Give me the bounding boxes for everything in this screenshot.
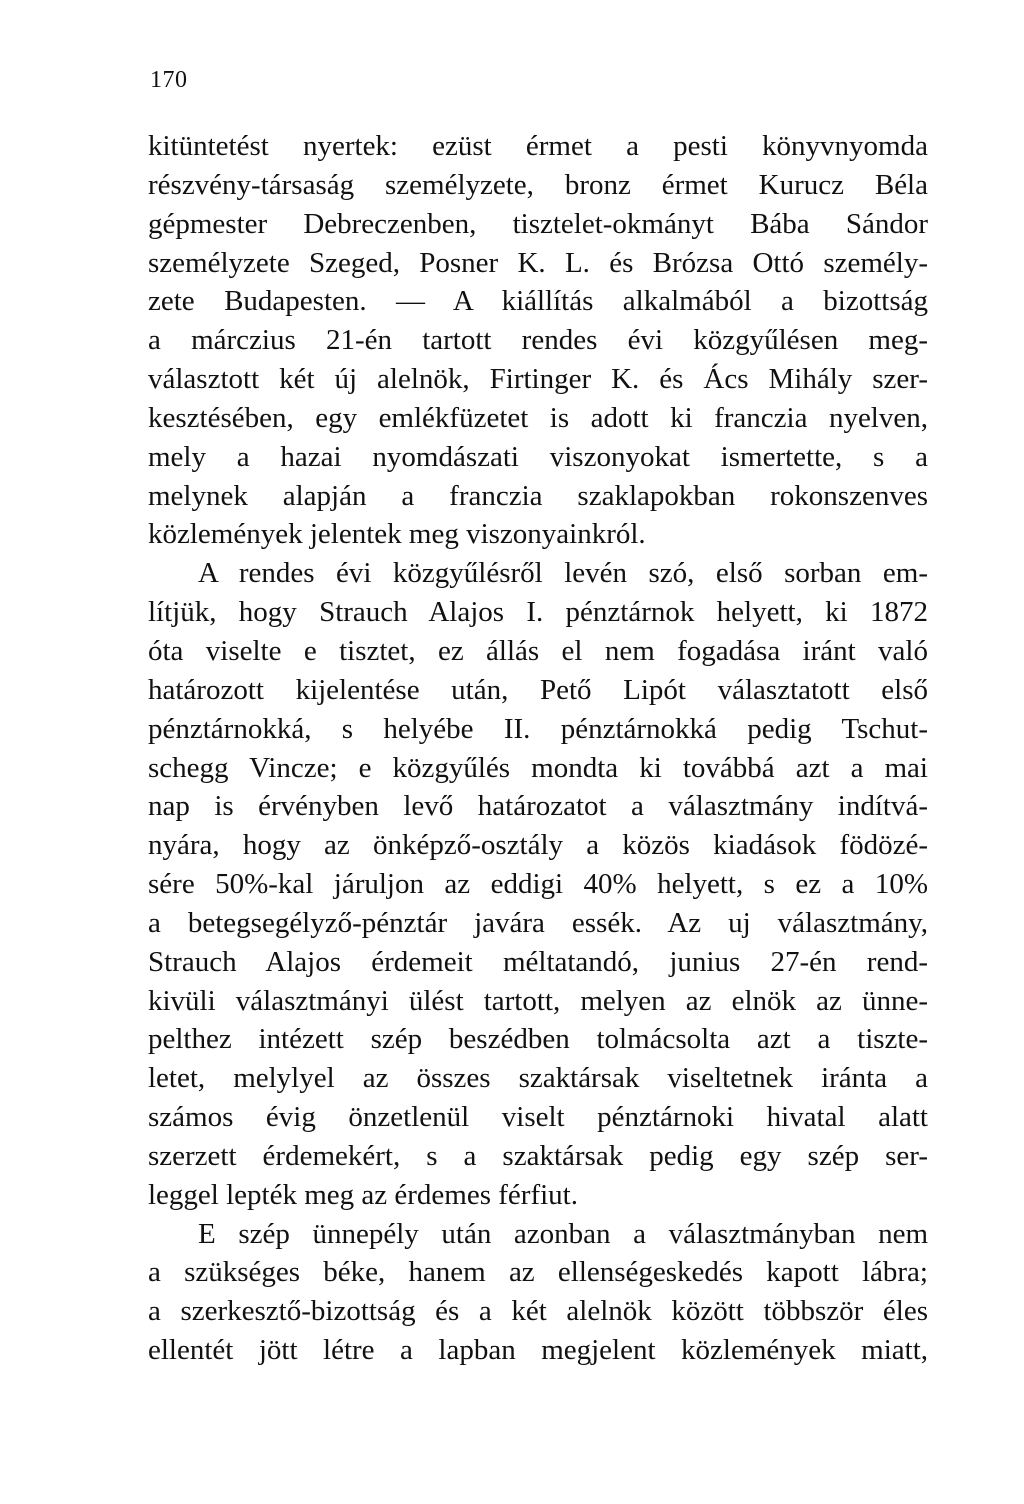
text-line: leggel lepték meg az érdemes férfiut. — [148, 1178, 578, 1211]
text-line: kivüli választmányi ülést tartott, melyen az elnök az ünne- — [148, 984, 928, 1017]
page-number: 170 — [150, 67, 188, 93]
text-line: pelthez intézett szép beszédben tolmácsolta azt a tiszte- — [148, 1023, 928, 1056]
text-line: kitüntetést nyertek: ezüst érmet a pesti könyvnyomda — [148, 130, 928, 162]
text-line: Strauch Alajos érdemeit méltatandó, junius 27-én rend- — [148, 945, 928, 978]
text-line: számos évig önzetlenül viselt pénztárnoki hivatal alatt — [148, 1101, 928, 1134]
text-line: pénztárnokká, s helyébe II. pénztárnokká pedig Tschut- — [148, 712, 928, 745]
text-line: óta viselte e tisztet, ez állás el nem fogadása iránt való — [148, 634, 928, 667]
text-line: a márczius 21-én tartott rendes évi közgyűlésen meg- — [148, 324, 928, 357]
text-line: schegg Vincze; e közgyűlés mondta ki továbbá azt a mai — [148, 751, 928, 784]
body-text — [148, 127, 928, 1370]
text-line: sére 50%-kal járuljon az eddigi 40% helyett, s ez a 10% — [148, 868, 928, 901]
text-line: a szerkesztő-bizottság és a két alelnök között többször éles — [148, 1295, 928, 1328]
text-line: nyára, hogy az önképző-osztály a közös kiadások födözé- — [148, 829, 928, 862]
text-line: gépmester Debreczenben, tisztelet-okmányt Bába Sándor — [148, 207, 928, 240]
text-line: melynek alapján a franczia szaklapokban rokonszenves — [148, 479, 928, 512]
text-line: személyzete Szeged, Posner K. L. és Brózsa Ottó személy- — [148, 246, 928, 279]
text-line: kesztésében, egy emlékfüzetet is adott ki franczia nyelven, — [148, 401, 928, 434]
text-line: ellentét jött létre a lapban megjelent közlemények miatt, — [148, 1334, 928, 1367]
text-line: határozott kijelentése után, Pető Lipót választatott első — [148, 673, 928, 706]
text-line: zete Budapesten. — A kiállítás alkalmából a bizottság — [148, 285, 928, 318]
text-line: mely a hazai nyomdászati viszonyokat ismertette, s a — [148, 440, 928, 473]
text-line: nap is érvényben levő határozatot a választmány indítvá- — [148, 790, 928, 823]
text-line: A rendes évi közgyűlésről levén szó, első sorban em- — [198, 557, 928, 590]
text-line: közlemények jelentek meg viszonyainkról. — [148, 518, 646, 551]
text-line: a betegsegélyző-pénztár javára essék. Az uj választmány, — [148, 906, 928, 939]
text-line: letet, melylyel az összes szaktársak viseltetnek iránta a — [148, 1062, 928, 1095]
text-line: E szép ünnepély után azonban a választmányban nem — [198, 1217, 928, 1250]
text-line: választott két új alelnök, Firtinger K. és Ács Mihály szer- — [148, 363, 928, 396]
text-line: a szükséges béke, hanem az ellenségeskedés kapott lábra; — [148, 1256, 928, 1289]
text-line: lítjük, hogy Strauch Alajos I. pénztárnok helyett, ki 1872 — [148, 596, 928, 629]
text-line: szerzett érdemekért, s a szaktársak pedig egy szép ser- — [148, 1139, 928, 1172]
text-line: részvény-társaság személyzete, bronz érmet Kurucz Béla — [148, 168, 928, 201]
